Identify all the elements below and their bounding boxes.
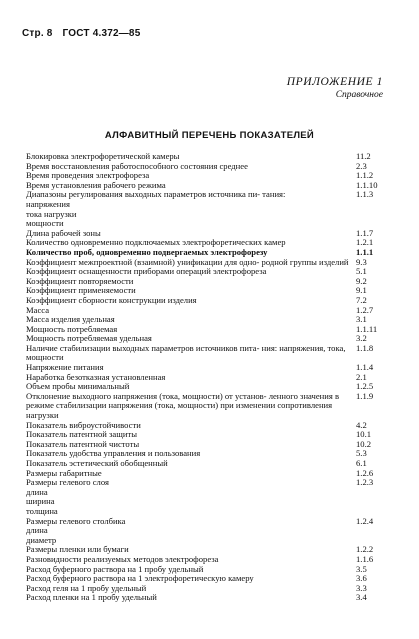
index-entry [26,344,406,363]
entry-text: Показатель удобства управления и пользования [26,448,201,459]
entry-text: напряжения [26,198,70,209]
entry-text: диаметр [26,534,57,545]
entry-text: Показатель эстетический обобщенный [26,458,168,468]
index-list [26,152,406,603]
entry-text: тока нагрузки [26,208,77,219]
entry-text: Диапазоны регулирования выходных параметров источника пи- тания: [26,189,286,200]
index-entry [26,200,406,210]
appendix-title: ПРИЛОЖЕНИЕ 1 [286,76,383,88]
entry-number: 1.1.10 [356,179,378,190]
entry-text: Количество проб, одновременно подвергаемых электрофорезу [26,246,268,257]
entry-number: 1.2.4 [356,515,374,526]
entry-number: 3.1 [356,314,367,325]
entry-text: Коэффициент оснащенности приборами операций электрофореза [26,266,267,277]
entry-text: Масса [26,304,50,315]
entry-number: 3.5 [356,563,367,574]
entry-text: Расход геля на 1 пробу удельный [26,582,147,593]
appendix-subtitle: Справочное [335,90,383,100]
entry-number: 1.1.2 [356,170,374,181]
entry-number: 11.2 [356,151,371,161]
entry-text: Коэффициент межпроектной (взаимной) унификации для одно- родной группы изделий [26,256,349,267]
entry-number: 3.4 [356,592,367,603]
entry-text: Длина рабочей зоны [26,227,101,238]
entry-number: 1.2.5 [356,381,374,392]
page-header [22,28,147,39]
entry-text: Показатель патентной защиты [26,429,137,440]
entry-number: 1.1.9 [356,390,374,401]
entry-text: Объем пробы минимальный [26,381,130,392]
index-entry [26,497,406,507]
entry-text: Коэффициент повторяемости [26,275,134,286]
page-number: Стр. 8 [22,28,53,39]
entry-text: Размеры гелевого слоя [26,477,109,488]
entry-text: Расход буферного раствора на 1 электрофоретическую камеру [26,573,254,584]
entry-number: 2.1 [356,371,367,382]
entry-number: 9.2 [356,275,367,286]
entry-number: 1.2.6 [356,467,374,478]
entry-text: Блокировка электрофоретической камеры [26,151,180,161]
entry-text: Показатель виброустойчивости [26,419,141,430]
entry-text: толщина [26,505,58,516]
entry-number: 1.2.7 [356,304,374,315]
entry-number: 5.1 [356,266,367,277]
entry-text: длина [26,525,48,536]
entry-text: Размеры пленки или бумаги [26,544,129,555]
entry-number: 1.2.1 [356,237,374,248]
entry-text: Наличие стабилизации выходных параметров источников пита- ния: напряжения, тока, мощности [26,342,346,363]
entry-text: Мощность потребляемая [26,323,118,334]
entry-text: Коэффициент сборности конструкции изделия [26,294,197,305]
entry-text: Мощность потребляемая удельная [26,333,152,344]
entry-number: 1.2.2 [356,544,374,555]
entry-number: 9.1 [356,285,367,296]
entry-number: 7.2 [356,294,367,305]
entry-text: мощности [26,218,64,229]
entry-text: Размеры габаритные [26,467,102,478]
entry-text: Расход буферного раствора на 1 пробу удельный [26,563,204,574]
entry-text: Напряжение питания [26,362,104,373]
entry-number: 1.1.4 [356,362,374,373]
entry-number: 3.2 [356,333,367,344]
entry-number: 2.3 [356,160,367,171]
index-entry [26,593,406,603]
entry-text: Наработка безотказная установленная [26,371,166,382]
index-entry [26,517,406,527]
entry-text: Масса изделия удельная [26,314,115,325]
entry-number: 6.1 [356,458,367,468]
entry-number: 1.1.3 [356,189,374,200]
entry-text: Коэффициент применяемости [26,285,136,296]
entry-number: 5.3 [356,448,367,459]
entry-text: ширина [26,496,55,507]
entry-text: Отклонение выходного напряжения (тока, мощности) от установ- ленного значения в режиме стабилизации напряжения (тока, мощности) при изменении сопротивления нагрузки [26,390,340,421]
entry-number: 1.1.11 [356,323,378,334]
index-entry [26,392,406,421]
entry-text: Количество одновременно подключаемых электрофоретических камер [26,237,286,248]
entry-number: 1.1.7 [356,227,374,238]
entry-number: 1.1.6 [356,553,374,564]
entry-number: 1.2.3 [356,477,374,488]
entry-text: длина [26,486,48,497]
entry-number: 9.3 [356,256,367,267]
entry-text: Разновидности реализуемых методов электрофореза [26,553,219,564]
entry-number: 4.2 [356,419,367,430]
appendix-label [287,76,383,100]
document-title: АЛФАВИТНЫЙ ПЕРЕЧЕНЬ ПОКАЗАТЕЛЕЙ [104,130,315,141]
index-entry [26,488,406,498]
entry-text: Время проведения электрофореза [26,170,150,181]
entry-text: Расход пленки на 1 пробу удельный [26,592,157,603]
entry-number: 3.3 [356,582,367,593]
entry-number: 1.1.8 [356,342,374,353]
entry-number: 3.6 [356,573,367,584]
entry-text: Размеры гелевого столбика [26,515,126,526]
entry-number: 1.1.1 [356,246,374,257]
index-entry [26,478,406,488]
index-entry [26,210,406,220]
entry-text: Время установления рабочего режима [26,179,166,190]
entry-text: Время восстановления работоспособного состояния среднее [26,160,248,171]
index-entry [26,296,406,306]
standard-code: ГОСТ 4.372—85 [62,28,141,39]
entry-number: 10.2 [356,438,372,449]
entry-text: Показатель патентной чистоты [26,438,140,449]
index-entry [26,190,406,200]
entry-number: 10.1 [356,429,372,440]
index-entry [26,526,406,536]
